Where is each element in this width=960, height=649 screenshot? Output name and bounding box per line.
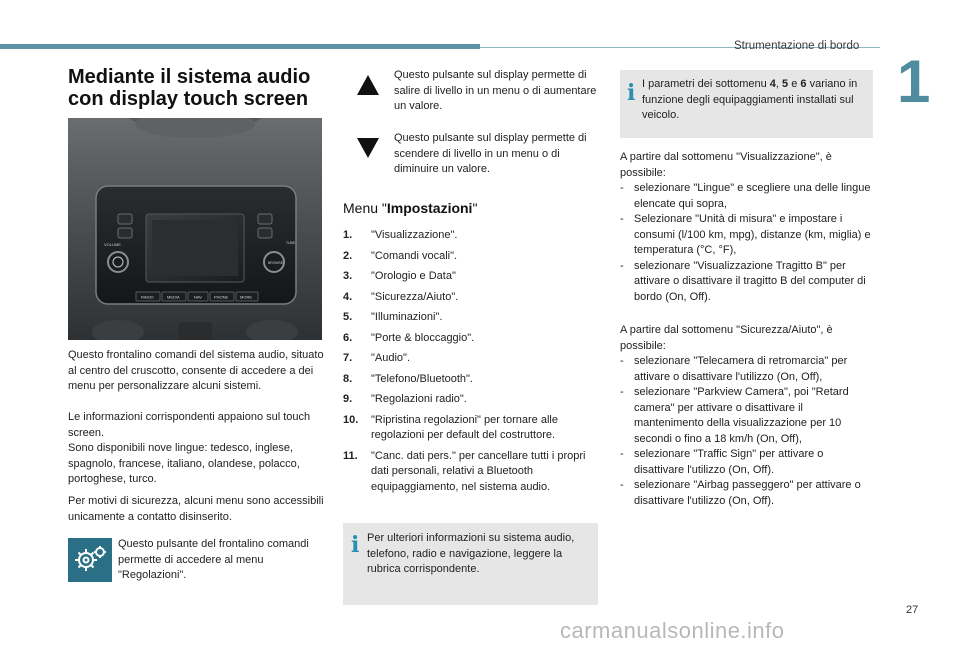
info-icon: i bbox=[351, 532, 360, 558]
page-number: 27 bbox=[906, 604, 919, 616]
menu-item bbox=[343, 449, 603, 496]
menu-item-label: "Ripristina regolazioni" per tornare alle regolazioni per default del costruttore. bbox=[371, 413, 558, 441]
menu-item-number: 4. bbox=[343, 290, 353, 303]
info-box-audio bbox=[343, 523, 598, 605]
svg-text:PHONE: PHONE bbox=[214, 294, 229, 300]
menu-item bbox=[343, 331, 603, 347]
menu-item bbox=[343, 269, 603, 285]
info-paragraph: Le informazioni corrispondenti appaiono sul touch screen. bbox=[68, 411, 311, 439]
svg-text:BROWSE: BROWSE bbox=[268, 261, 284, 265]
menu-item bbox=[343, 413, 603, 444]
header-bar bbox=[0, 44, 480, 49]
list-item: - Selezionare "Unità di misura" e impostare i consumi (l/100 km, mpg), distanze (km, miglia) e temperatura (°C, °F), bbox=[620, 212, 875, 259]
menu-item-number: 8. bbox=[343, 372, 353, 385]
menu-item-number: 5. bbox=[343, 311, 353, 323]
intro-paragraph: Questo frontalino comandi del sistema audio, situato al centro del cruscotto, consente di accedere a dei menu per personalizzare alcuni sistemi. bbox=[68, 349, 324, 392]
list-item: - selezionare "Lingue" e scegliere una delle lingue elencate qui sopra, bbox=[620, 181, 875, 212]
chapter-number: 1 bbox=[897, 48, 931, 115]
list-item: - selezionare "Visualizzazione Tragitto B" per attivare o disattivare il tragitto B del computer di bordo (On, Off). bbox=[620, 259, 875, 306]
settings-menu-list bbox=[343, 228, 603, 500]
svg-text:VOLUME: VOLUME bbox=[104, 242, 121, 247]
list-item: - selezionare "Airbag passeggero" per attivare o disattivare l'utilizzo (On, Off). bbox=[620, 478, 875, 509]
menu-heading: Menu "Impostazioni" bbox=[343, 200, 478, 216]
svg-text:TUNE: TUNE bbox=[286, 241, 296, 245]
section-title: Strumentazione di bordo bbox=[734, 40, 860, 52]
info-icon: i bbox=[627, 80, 636, 106]
menu-item-number: 7. bbox=[343, 352, 353, 364]
menu-item-label: "Porte & bloccaggio". bbox=[371, 331, 475, 344]
visualizzazione-list bbox=[620, 181, 875, 305]
up-button-description: Questo pulsante sul display permette di salire di livello in un menu o di aumentare un valore. bbox=[394, 69, 597, 112]
list-item: - selezionare "Telecamera di retromarcia" per attivare o disattivare l'utilizzo (On, Off), bbox=[620, 354, 875, 385]
menu-item-label: "Comandi vocali". bbox=[371, 249, 458, 262]
visualizzazione-intro: A partire dal sottomenu "Visualizzazione", è possibile: bbox=[620, 151, 832, 179]
settings-gear-icon bbox=[68, 538, 112, 582]
up-arrow-icon bbox=[357, 75, 379, 95]
menu-item-number: 2. bbox=[343, 249, 353, 262]
menu-item bbox=[343, 290, 603, 306]
menu-item-number: 10. bbox=[343, 413, 359, 426]
menu-item-number: 6. bbox=[343, 331, 353, 344]
menu-item-label: "Telefono/Bluetooth". bbox=[371, 372, 473, 385]
menu-item bbox=[343, 310, 603, 326]
info-box-text: Per ulteriori informazioni su sistema audio, telefono, radio e navigazione, leggere la rubrica corrispondente. bbox=[367, 532, 575, 575]
down-arrow-icon bbox=[357, 138, 379, 158]
sicurezza-list bbox=[620, 354, 875, 509]
watermark: carmanualsonline.info bbox=[560, 618, 785, 643]
info-box-submenus-text: I parametri dei sottomenu 4, 5 e 6 variano in funzione degli equipaggiamenti installati sul veicolo. bbox=[642, 78, 858, 121]
menu-item-number: 9. bbox=[343, 393, 353, 405]
menu-item-number: 1. bbox=[343, 229, 353, 241]
svg-text:RADIO: RADIO bbox=[141, 294, 154, 300]
gear-description: Questo pulsante del frontalino comandi permette di accedere al menu "Regolazioni". bbox=[118, 538, 309, 581]
menu-item bbox=[343, 372, 603, 388]
page-title: Mediante il sistema audio con display touch screen bbox=[68, 66, 311, 110]
menu-item bbox=[343, 351, 603, 367]
menu-item bbox=[343, 249, 603, 265]
menu-item-label: "Orologio e Data" bbox=[371, 270, 456, 282]
svg-text:MEDIA: MEDIA bbox=[167, 294, 180, 300]
menu-item-number: 11. bbox=[343, 449, 358, 462]
menu-item-label: "Visualizzazione". bbox=[371, 229, 458, 241]
menu-item-label: "Canc. dati pers." per cancellare tutti i propri dati personali, relativi a Bluetooth equipaggiamento, nel sistema audio. bbox=[371, 449, 586, 493]
list-item: - selezionare "Parkview Camera", poi "Retard camera" per attivare o disattivare il mantenimento della visualizzazione per 10 secondi o fino a 18 km/h (On, Off), bbox=[620, 385, 875, 447]
menu-item bbox=[343, 228, 603, 244]
menu-item-label: "Audio". bbox=[371, 352, 410, 364]
info-box-submenus bbox=[620, 70, 873, 138]
list-item: - selezionare "Traffic Sign" per attivare o disattivare l'utilizzo (On, Off). bbox=[620, 447, 875, 478]
sicurezza-intro: A partire dal sottomenu "Sicurezza/Aiuto", è possibile: bbox=[620, 324, 833, 352]
menu-item-label: "Illuminazioni". bbox=[371, 311, 443, 323]
svg-text:NAV: NAV bbox=[194, 294, 202, 300]
safety-paragraph: Per motivi di sicurezza, alcuni menu sono accessibili unicamente a contatto disinserito. bbox=[68, 495, 324, 523]
svg-text:MORE: MORE bbox=[240, 294, 252, 300]
down-button-description: Questo pulsante sul display permette di scendere di livello in un menu o di diminuire un valore. bbox=[394, 132, 587, 175]
menu-item-number: 3. bbox=[343, 270, 353, 282]
menu-item bbox=[343, 392, 603, 408]
menu-item-label: "Sicurezza/Aiuto". bbox=[371, 290, 459, 303]
languages-paragraph: Sono disponibili nove lingue: tedesco, inglese, spagnolo, francese, italiano, olandese, polacco, portoghese, turco. bbox=[68, 442, 300, 485]
audio-panel-photo bbox=[68, 118, 322, 340]
audio-panel-illustration bbox=[68, 118, 322, 340]
menu-item-label: "Regolazioni radio". bbox=[371, 393, 467, 405]
